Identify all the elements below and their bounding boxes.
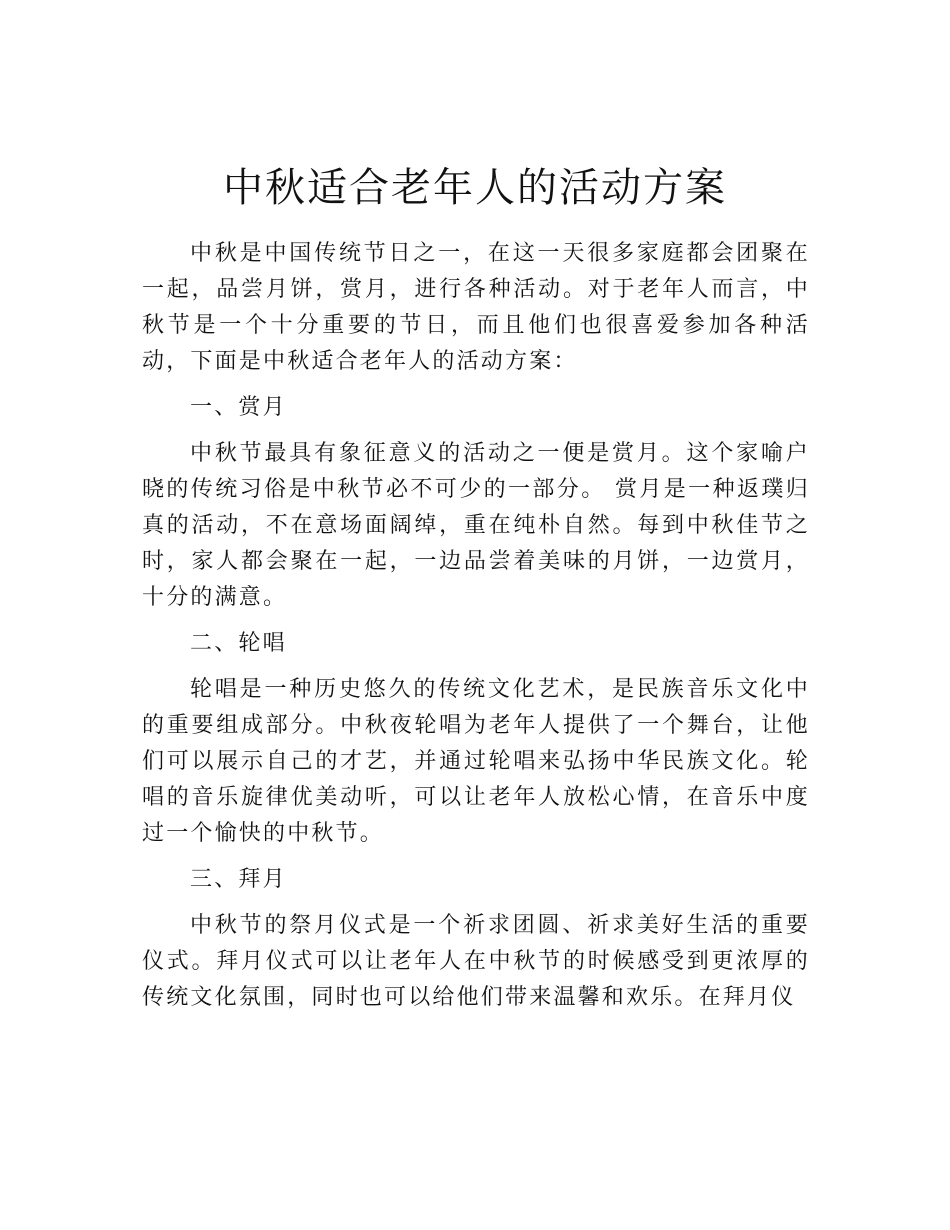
section-body-round-singing: 轮唱是一种历史悠久的传统文化艺术，是民族音乐文化中的重要组成部分。中秋夜轮唱为老年人提供了一个舞台，让他们可以展示自己的才艺，并通过轮唱来弘扬中华民族文化。轮唱的音乐旋律优美动听，可以让老年人放松心情，在音乐中度过一个愉快的中秋节。: [142, 677, 810, 846]
document-title: 中秋适合老年人的活动方案: [223, 165, 727, 211]
document-body: [142, 236, 810, 1026]
section-body-moon-worship: 中秋节的祭月仪式是一个祈求团圆、祈求美好生活的重要仪式。拜月仪式可以让老年人在中秋节的时候感受到更浓厚的传统文化氛围，同时也可以给他们带来温馨和欢乐。在拜月仪: [142, 913, 810, 1010]
section-heading-moon-worship: 三、拜月: [190, 867, 287, 892]
section-heading-round-singing: 二、轮唱: [190, 631, 287, 656]
intro-paragraph: 中秋是中国传统节日之一，在这一天很多家庭都会团聚在一起，品尝月饼，赏月，进行各种活动。对于老年人而言，中秋节是一个十分重要的节日，而且他们也很喜爱参加各种活动，下面是中秋适合老年人的活动方案：: [142, 241, 810, 374]
section-heading-moon-viewing: 一、赏月: [190, 395, 287, 420]
section-body-moon-viewing: 中秋节最具有象征意义的活动之一便是赏月。这个家喻户晓的传统习俗是中秋节必不可少的一部分。 赏月是一种返璞归真的活动，不在意场面阔绰，重在纯朴自然。每到中秋佳节之时，家人都会聚在一起，一边品尝着美味的月饼，一边赏月，十分的满意。: [142, 441, 810, 610]
